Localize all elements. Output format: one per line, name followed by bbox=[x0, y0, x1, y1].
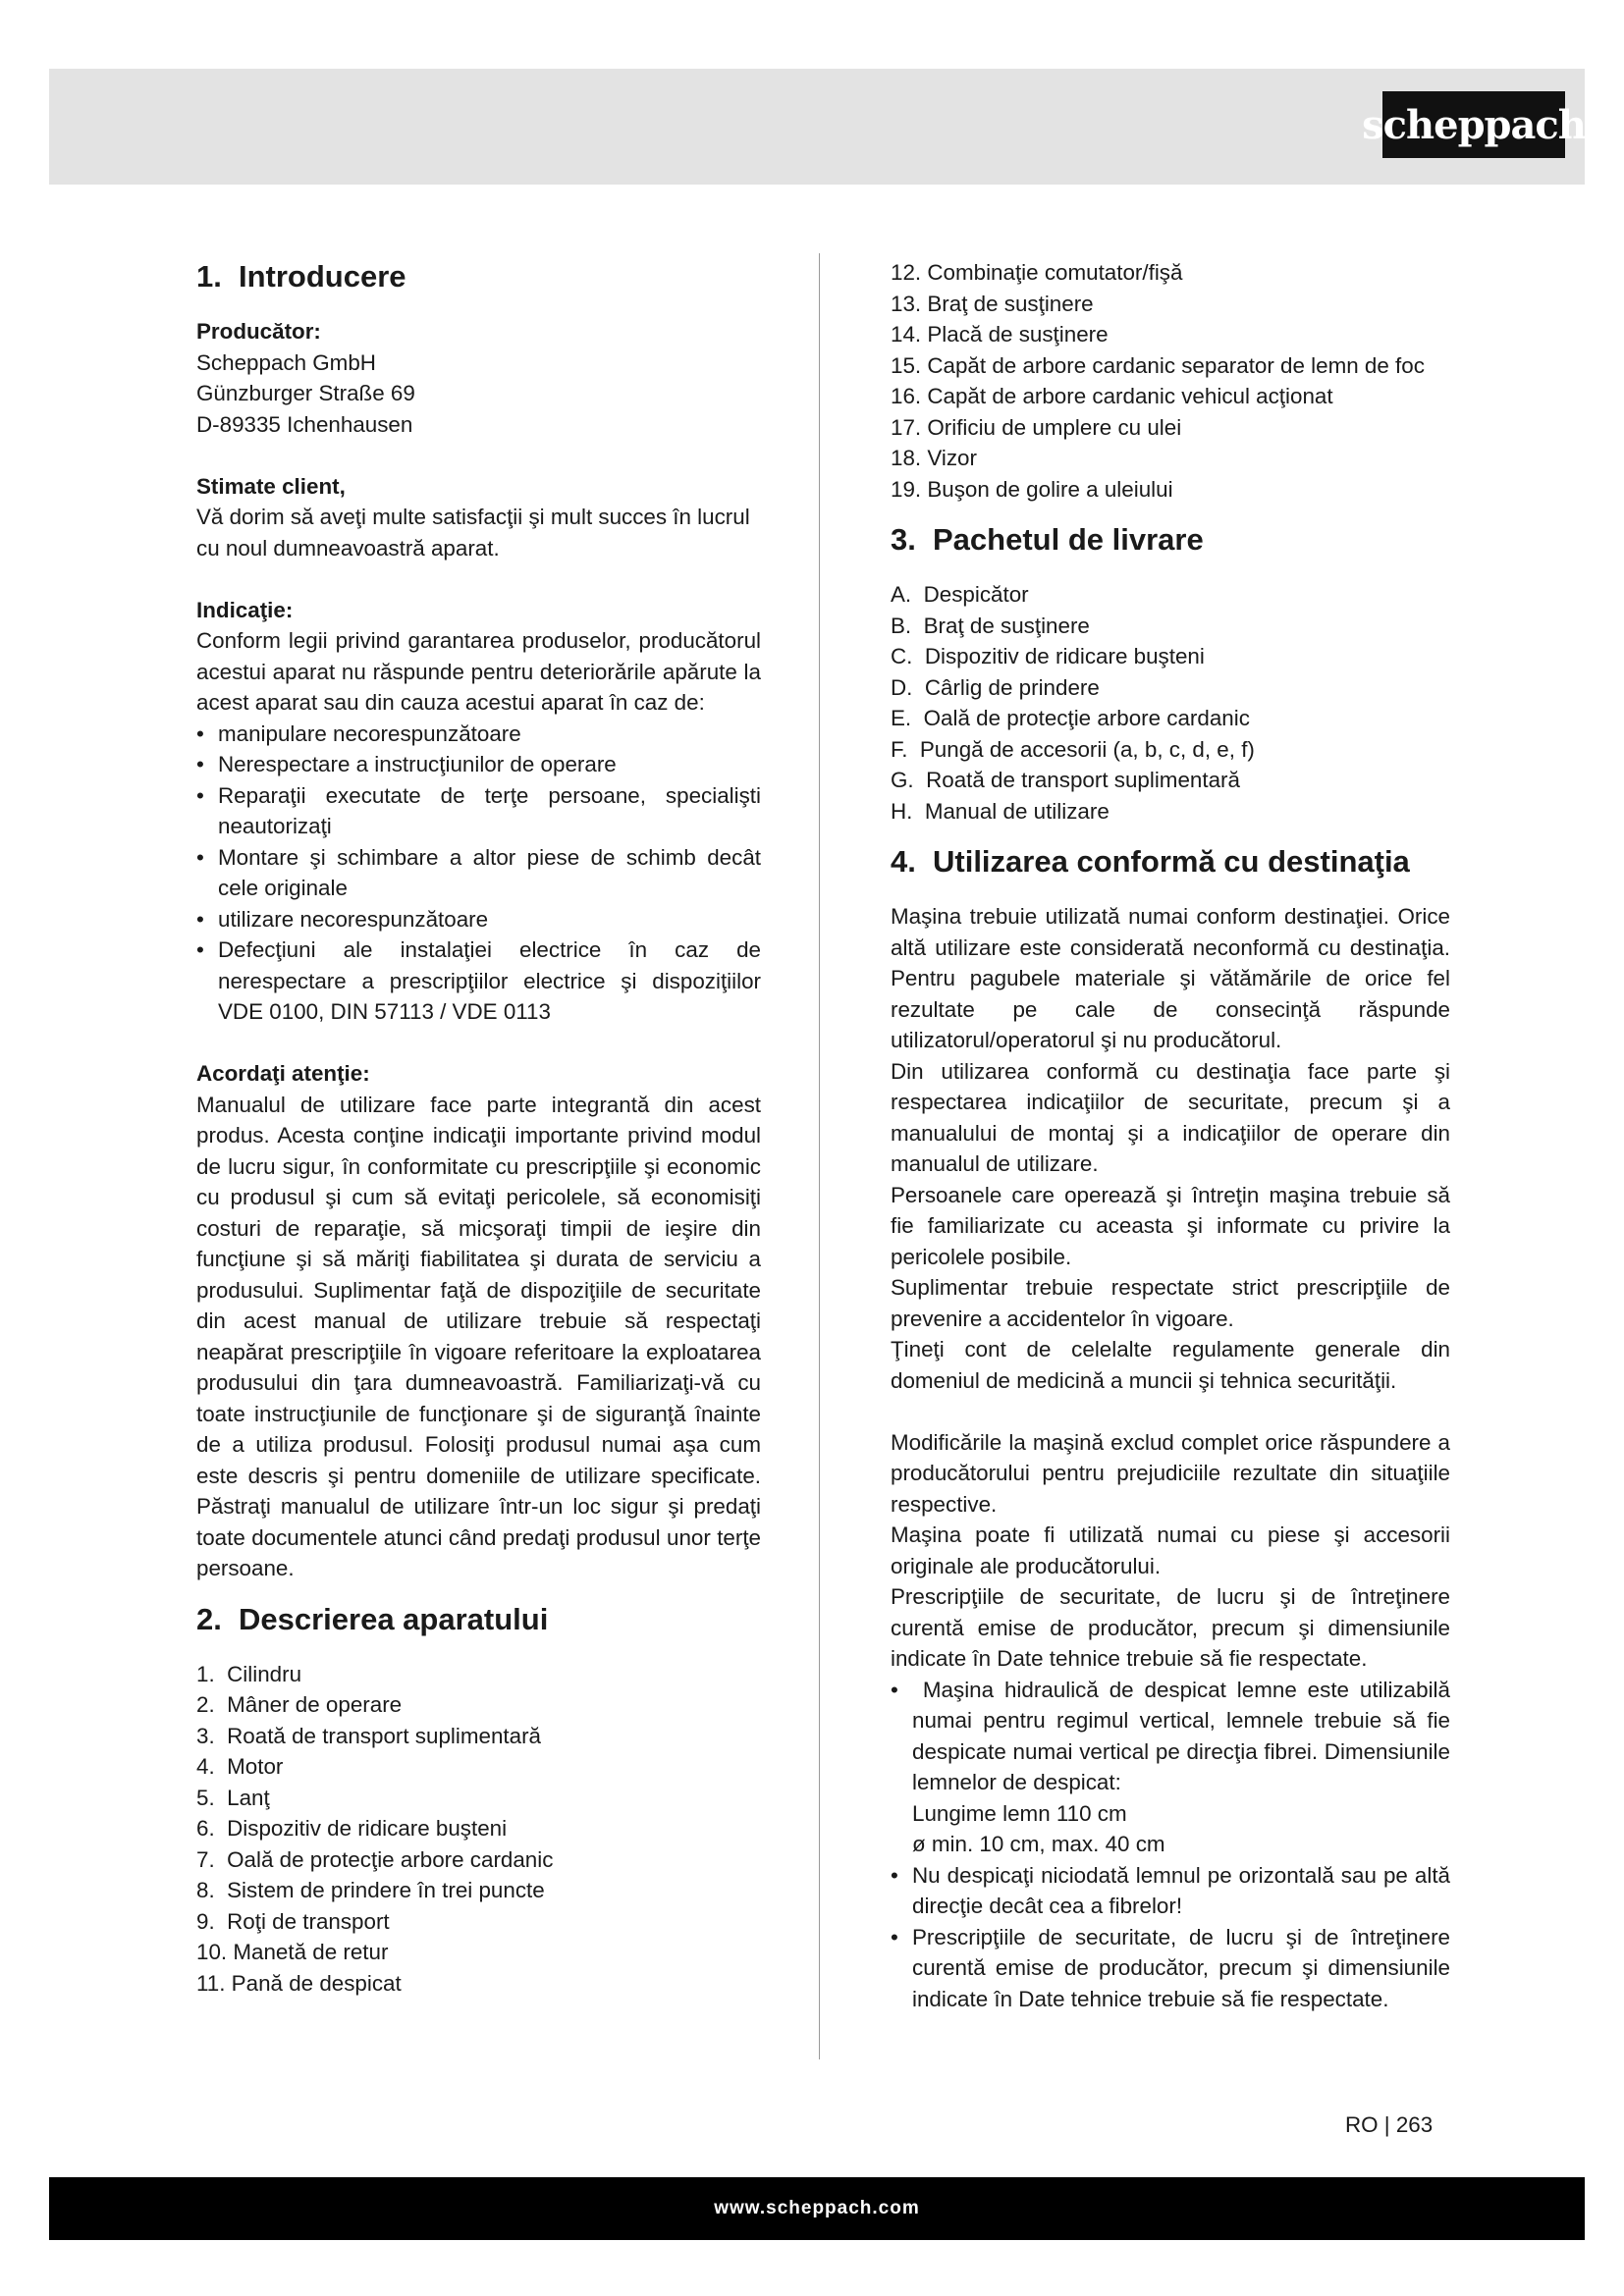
list-item: 9. Roţi de transport bbox=[196, 1908, 390, 1934]
list-item: 8. Sistem de prindere în trei puncte bbox=[196, 1878, 545, 1902]
list-item: • Montare şi schimbare a altor piese de schimb decât cele originale bbox=[196, 842, 761, 904]
list-item: H. Manual de utilizare bbox=[891, 798, 1110, 824]
scheppach-logo: scheppach bbox=[1382, 91, 1565, 158]
delivery-list bbox=[891, 579, 1450, 827]
list-item: 2. Mâner de operare bbox=[196, 1692, 403, 1717]
note-bullet-list bbox=[196, 719, 761, 1028]
list-item: 12. Combinaţie comutator/fişă bbox=[891, 260, 1183, 285]
list-item: D. Cârlig de prindere bbox=[891, 674, 1100, 700]
list-item: 13. Braţ de susţinere bbox=[891, 291, 1094, 316]
website-link[interactable]: www.scheppach.com bbox=[714, 2198, 920, 2218]
column-divider bbox=[819, 253, 820, 2059]
list-item: F. Pungă de accesorii (a, b, c, d, e, f) bbox=[891, 736, 1255, 762]
list-item: • Defecţiuni ale instalaţiei electrice în caz de nerespectare a prescripţiilor electrice şi dispoziţiilor VDE 0100, DIN 57113 / VDE 0113 bbox=[196, 934, 761, 1028]
usage-paragraph: Ţineţi cont de celelalte regulamente generale din domeniul de medicină a muncii şi tehnica securităţii. bbox=[891, 1337, 1450, 1393]
list-item: 14. Placă de susţinere bbox=[891, 322, 1109, 347]
usage-paragraph: Din utilizarea conformă cu destinaţia face parte şi respectarea indicaţiilor de securitate, precum şi a manualului de montaj şi a indicaţiilor de operare din manualul de utilizare. bbox=[891, 1058, 1450, 1176]
wood-diameter: ø min. 10 cm, max. 40 cm bbox=[912, 1832, 1165, 1856]
list-item bbox=[891, 1675, 1450, 1860]
list-item: 4. Motor bbox=[196, 1754, 284, 1779]
header-band bbox=[49, 69, 1585, 185]
list-item: 5. Lanţ bbox=[196, 1785, 270, 1810]
list-item: 16. Capăt de arbore cardanic vehicul acţionat bbox=[891, 384, 1333, 408]
list-item: 1. Cilindru bbox=[196, 1661, 302, 1686]
usage-paragraph: Persoanele care operează şi întreţin maşina trebuie să fie familiarizate cu aceasta şi informate cu privire la pericolele posibile. bbox=[891, 1182, 1450, 1269]
usage-paragraph: Suplimentar trebuie respectate strict prescripţiile de prevenire a accidentelor în vigoare. bbox=[891, 1275, 1450, 1331]
producer-heading: Producător: bbox=[196, 319, 321, 344]
list-item: 6. Dispozitiv de ridicare buşteni bbox=[196, 1816, 508, 1841]
list-item: G. Roată de transport suplimentară bbox=[891, 768, 1240, 792]
wood-length: Lungime lemn 110 cm bbox=[912, 1800, 1127, 1826]
section-description-heading: 2. Descrierea aparatului bbox=[196, 1601, 549, 1636]
list-item: 19. Buşon de golire a uleiului bbox=[891, 476, 1173, 502]
list-item: 18. Vizor bbox=[891, 446, 977, 470]
device-parts-list bbox=[196, 1659, 761, 2000]
list-item: • Nu despicaţi niciodată lemnul pe orizontală sau pe altă direcţie decât cea a fibrelor! bbox=[891, 1860, 1450, 1922]
section-intended-use-heading: 4. Utilizarea conformă cu destinaţia bbox=[891, 844, 1410, 879]
footer-band bbox=[49, 2177, 1585, 2240]
device-parts-list-continued bbox=[891, 257, 1450, 505]
list-item: C. Dispozitiv de ridicare buşteni bbox=[891, 644, 1205, 668]
usage-paragraph: Prescripţiile de securitate, de lucru şi de întreţinere curentă emise de producător, precum şi dimensiunile indicate în Date tehnice trebuie să fie respectate. bbox=[891, 1584, 1450, 1671]
note-text: Conform legii privind garantarea produselor, producătorul acestui aparat nu răspunde pentru deteriorările apărute la acest aparat sau din cauza acestui aparat în caz de: bbox=[196, 628, 761, 715]
list-item: 10. Manetă de retur bbox=[196, 1940, 389, 1964]
list-item: E. Oală de protecţie arbore cardanic bbox=[891, 706, 1250, 730]
list-item: 3. Roată de transport suplimentară bbox=[196, 1723, 541, 1748]
list-item: B. Braţ de susţinere bbox=[891, 613, 1090, 638]
attention-text: Manualul de utilizare face parte integrantă din acest produs. Acesta conţine indicaţii importante privind modul de lucru sigur, în conformitate cu prescripţiile şi economic cu produsul şi cum să evitaţi pericolele, să economisiţi costuri de reparaţie, să micşoraţi timpii de ieşire din funcţiune şi să măriţi fiabilitatea şi durata de serviciu a produsului. Suplimentar faţă de dispoziţiile de securitate din acest manual de utilizare trebuie să respectaţi neapărat prescripţiile în vigoare referitoare la exploatarea produsului din ţara dumneavoastră. Familiarizaţi-vă cu toate instrucţiunile de funcţionare şi de siguranţă înainte de a utiliza produsul. Folosiţi produsul numai aşa cum este descris şi pentru domeniile de utilizare specificate. Păstraţi manualul de utilizare într-un loc sigur şi predaţi toate documentele atunci când predaţi produsul unor terţe persoane. bbox=[196, 1092, 761, 1580]
list-item: A. Despicător bbox=[891, 582, 1029, 607]
list-item: 7. Oală de protecţie arbore cardanic bbox=[196, 1846, 554, 1872]
client-text: Vă dorim să aveţi multe satisfacţii şi mult succes în lucrul cu noul dumneavoastră aparat. bbox=[196, 505, 750, 561]
page-number: RO | 263 bbox=[1345, 2112, 1434, 2137]
producer-line: Scheppach GmbH bbox=[196, 349, 376, 375]
producer-line: D-89335 Ichenhausen bbox=[196, 411, 413, 437]
list-item: • Prescripţiile de securitate, de lucru şi de întreţinere curentă emise de producător, precum şi dimensiunile indicate în Date tehnice trebuie să fie respectate. bbox=[891, 1922, 1450, 2015]
list-item: 15. Capăt de arbore cardanic separator de lemn de foc bbox=[891, 352, 1425, 378]
section-delivery-heading: 3. Pachetul de livrare bbox=[891, 522, 1204, 557]
right-column bbox=[891, 257, 1450, 2014]
list-item: • manipulare necorespunzătoare bbox=[196, 719, 761, 750]
list-item: 17. Orificiu de umplere cu ulei bbox=[891, 414, 1182, 440]
list-item: • Reparaţii executate de terţe persoane, specialişti neautorizaţi bbox=[196, 780, 761, 842]
note-heading: Indicaţie: bbox=[196, 597, 294, 622]
usage-paragraph: Maşina poate fi utilizată numai cu piese şi accesorii originale ale producătorului. bbox=[891, 1522, 1450, 1578]
usage-paragraph: Maşina trebuie utilizată numai conform destinaţiei. Orice altă utilizare este considerată neconformă cu destinaţia. Pentru pagubele materiale şi vătămările de orice fel rezultate pe cale de consecinţă răspunde utilizatorul/operatorul şi nu producătorul. bbox=[891, 904, 1450, 1052]
left-column bbox=[196, 257, 761, 1999]
list-item: 11. Pană de despicat bbox=[196, 1970, 402, 1996]
usage-bullet-text: Maşina hidraulică de despicat lemne este utilizabilă numai pentru regimul vertical, lemnele trebuie să fie despicate numai vertical pe direcţia fibrei. Dimensiunile lemnelor de despicat: bbox=[912, 1677, 1450, 1794]
usage-paragraph: Modificările la maşină exclud complet orice răspundere a producătorului pentru prejudiciile rezultate din situaţiile respective. bbox=[891, 1429, 1450, 1517]
list-item: • Nerespectare a instrucţiunilor de operare bbox=[196, 749, 761, 780]
client-heading: Stimate client, bbox=[196, 473, 346, 499]
producer-line: Günzburger Straße 69 bbox=[196, 381, 415, 405]
list-item: • utilizare necorespunzătoare bbox=[196, 904, 761, 935]
usage-bullet-list bbox=[891, 1675, 1450, 2015]
section-introduction-heading: 1. Introducere bbox=[196, 259, 406, 294]
attention-heading: Acordaţi atenţie: bbox=[196, 1061, 370, 1086]
